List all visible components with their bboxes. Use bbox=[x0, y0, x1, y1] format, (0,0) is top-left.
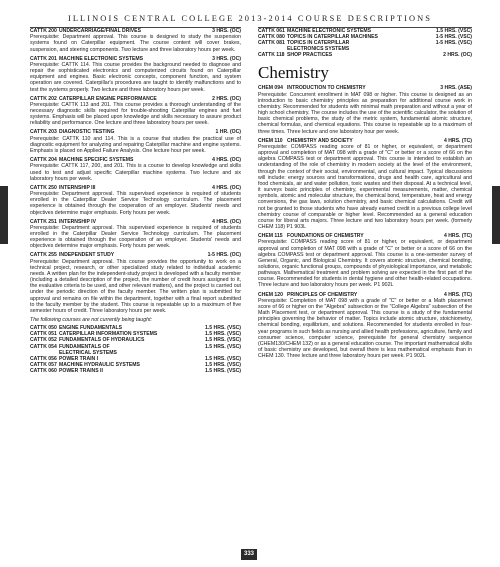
course-title: INTRODUCTION TO CHEMISTRY bbox=[287, 85, 366, 92]
course-description: Prerequisite: CATTK 114. This course provides the background needed to diagnose and repair the sophisticated electronics and computerized circuits found on Caterpillar equipment and engines. Basic electronic concepts, component function, and system operation are covered. Caterpillar's procedures are taught to identify malfunctions and to test the systems properly. Two lecture and three laboratory hours per week. bbox=[30, 61, 241, 93]
course-title: TOPICS IN CATERPILLAR bbox=[287, 40, 350, 47]
course-description: Prerequisite: COMPASS reading score of 81 or higher, or equivalent, or department approval and completion of MAT 098 with a grade of "C" or better or a score of 66 on the algebra COMPASS test or department approval. This course is intended to establish an understanding of the role of chemistry in modern society at the level of the environment, through the context of their social, environmental, and cultural impact. Typical discussions will include: energy sources and transformations, drugs and health care, agricultural and food chemicals, air and water pollution, toxic wastes and their disposal. At a technical level, it surveys basic principles of chemistry, experimental measurements, matter, chemical symbols, atomic and molecular structure, the chemical bond, temperature, heat and energy conversions, the gas laws, solution chemistry, and basic chemical calculations. Credit will not be granted to those students who have already earned credit in a previous college level chemistry course of comparable or higher level. Recommended as a general education course for liberal arts majors. Three lecture and two laboratory hours per week. (formerly CHEM 118) P1 903L bbox=[258, 143, 472, 230]
course-code: CATTK 203 bbox=[30, 129, 57, 136]
course-code: CATTK 201 bbox=[30, 55, 57, 62]
course-entry bbox=[258, 292, 472, 360]
course-description: Prerequisite: Completion of MAT 098 with a grade of "C" or better or a Math placement score of 66 or higher on the "Algebra" subsection or the "College Algebra" subsection of the Math Placement test, or department approval. This course is a study of the fundamental principles governing the behavior of matter. Topics include atomic structure, stoichiometry, chemical bonding, equilibrium, and solutions. Recommended for students enrolled in four-year programs in such fields as nursing and allied health professions, agriculture, family and consumer science, computer science, prerequisite for general chemistry sequence (CHEM130/CHEM 132) or as a general education course. The important mathematical skills of basic chemistry are developed, but overall there is less mathematical emphasis than in CHEM 130. Three lecture and three laboratory hours per week. P1 902L bbox=[258, 297, 472, 360]
course-code: CATTK 056 bbox=[30, 355, 57, 362]
course-credits: 4 HRS. (TC) bbox=[443, 233, 472, 240]
left-column bbox=[30, 28, 241, 376]
course-credits: 2 HRS. (OC) bbox=[212, 95, 241, 102]
course-entry bbox=[258, 85, 472, 134]
course-code: CATTK 051 bbox=[30, 331, 57, 338]
course-title: CHEMISTRY AND SOCIETY bbox=[287, 137, 353, 144]
course-credits: 1.5 HRS. (VSC) bbox=[205, 331, 241, 338]
course-title: FOUNDATIONS OF CHEMISTRY bbox=[287, 233, 364, 240]
course-title: TOPICS IN CATERPILLAR MACHINES bbox=[287, 34, 378, 41]
course-credits: 3 HRS. (ASE) bbox=[440, 85, 472, 92]
course-header bbox=[258, 85, 472, 91]
course-title: MACHINE SPECIFIC SYSTEMS bbox=[59, 157, 134, 164]
course-code: CATTK 061 bbox=[258, 28, 285, 34]
course-title: DIAGNOSTIC TESTING bbox=[59, 129, 115, 136]
course-code: CATTK 202 bbox=[30, 95, 57, 102]
course-description: Prerequisite: CATTK 110 and 114. This is a course that studies the practical use of diagnostic equipment for analyzing and repairing Caterpillar machine and engine systems. Emphasis is placed on Applied Failure Analysis. One lecture hour per week. bbox=[30, 135, 241, 154]
course-entry bbox=[30, 56, 241, 93]
course-title: ELECTRONICS SYSTEMS bbox=[287, 46, 350, 53]
course-title: INTERNSHIP IV bbox=[59, 218, 96, 225]
course-code: CATTK 050 bbox=[30, 325, 57, 332]
course-entry bbox=[30, 129, 241, 154]
course-code: CATTK 250 bbox=[30, 184, 57, 191]
course-credits: 1.5 HRS. (VSC) bbox=[205, 325, 241, 332]
course-code: CHEM 110 bbox=[258, 137, 283, 144]
course-credits: 1.5 HRS. (VSC) bbox=[436, 28, 472, 34]
course-credits: 2 HRS. (OC) bbox=[443, 52, 472, 59]
course-title: FUNDAMENTALS OF bbox=[59, 343, 110, 350]
course-description: Prerequisite: CATTK 113 and 201. This course provides a thorough understanding of the necessary diagnostic skills required for trouble-shooting Caterpillar engines and fuel systems. Emphasis will be placed upon knowledge and skills necessary to assure product reliability and performance. One lecture and three laboratory hours per week. bbox=[30, 101, 241, 127]
course-code: CATTK 060 bbox=[30, 367, 57, 374]
course-code: CATTK 081 bbox=[258, 40, 285, 47]
right-column bbox=[258, 28, 472, 362]
course-code: CHEM 094 bbox=[258, 85, 283, 92]
course-header bbox=[30, 252, 241, 258]
table-row bbox=[258, 52, 472, 58]
course-credits: 4 HRS. (TC) bbox=[443, 137, 472, 144]
course-entry bbox=[30, 28, 241, 53]
course-title: FUNDAMENTALS OF HYDRAULICS bbox=[59, 337, 145, 344]
course-credits: 1-5 HRS. (VSC) bbox=[435, 40, 472, 47]
course-description: Prerequisite: Department approval. This course provides the opportunity to work on a technical project, research, or other specialized study related to individual academic needs. A written plan for the independent-study project is developed with a faculty member (including a detailed description of the project, the number of credit hours assigned to it, the evaluative criteria to be used, and other relevant matters), and the project is carried out under the periodic direction of the faculty member. The written plan is submitted for approval and remains on file within the department, together with a final report submitted to the faculty member by the student. This course is repeatable up to a maximum of five semester hours of credit. Three laboratory hours per week. bbox=[30, 258, 241, 314]
course-credits: 4 HRS. (OC) bbox=[212, 184, 241, 191]
course-code: CATTK 251 bbox=[30, 218, 57, 225]
course-title: INTERNSHIP III bbox=[59, 184, 96, 191]
course-code: CATTK 052 bbox=[30, 337, 57, 344]
course-credits: 4 HRS. (TC) bbox=[443, 291, 472, 298]
page-header: ILLINOIS CENTRAL COLLEGE 2013-2014 COURSE DESCRIPTIONS bbox=[67, 14, 433, 23]
course-description: Prerequisite: Concurrent enrollment in MAT 098 or higher. This course is designed as an introduction to basic chemistry principles as preparation for additional course work in chemistry. Recommended for students with minimal math preparation and without a year of high school chemistry. The course includes the use of the scientific calculator, the solution of basic chemical problems, the study of the metric system, fundamental atomic structure, chemical formulas, and chemical equations. This course is repeatable up to a maximum of three times. Three lecture and one laboratory hour per week. bbox=[258, 91, 473, 135]
course-header bbox=[30, 219, 241, 225]
course-credits: 1.5 HRS. (VSC) bbox=[205, 343, 241, 350]
not-taught-note: The following courses are not currently being taught: bbox=[30, 317, 152, 324]
right-course-table bbox=[258, 28, 472, 58]
course-entry bbox=[30, 252, 241, 314]
course-title: PRINCIPLES OF CHEMISTRY bbox=[287, 291, 358, 298]
table-row bbox=[30, 368, 241, 374]
course-title: ELECTRICAL SYSTEMS bbox=[59, 349, 117, 356]
course-header bbox=[30, 56, 241, 62]
course-credits: 4 HRS. (OC) bbox=[212, 218, 241, 225]
course-title: CATERPILLAR ENGINE PERFORMANCE bbox=[59, 95, 157, 102]
course-description: Prerequisite: COMPASS reading score of 81 or higher, or equivalent, or department approval and completion of MAT 098 with a grade of "C" or better or a score of 66 on the algebra COMPASS test or department approval. This course is a one-semester survey of General, Organic, and Biological Chemistry. It covers atomic structure, chemical bonding, solutions, organic functional groups, compounds of physiological importance, and metabolic pathways. Mathematical treatment and problem solving are expected in the first part of the course. Recommended for students in dental hygiene and other health-related occupations. Three lecture and two laboratory hours per week. P1 902L bbox=[258, 239, 472, 289]
course-code: CATTK 054 bbox=[30, 343, 57, 350]
course-entry bbox=[30, 157, 241, 182]
course-header bbox=[258, 292, 472, 298]
course-code: CATTK 255 bbox=[30, 252, 57, 259]
course-code: CATTK 204 bbox=[30, 157, 57, 164]
course-title: UNDERCARRIAGE/FINAL DRIVES bbox=[59, 28, 141, 34]
course-credits: 1.5 HRS. (VSC) bbox=[205, 355, 241, 362]
edge-tab-left bbox=[0, 186, 8, 244]
course-credits: 4 HRS. (OC) bbox=[212, 157, 241, 164]
course-header bbox=[30, 129, 241, 135]
course-title: MACHINE ELECTRONIC SYSTEMS bbox=[287, 28, 372, 34]
course-credits: 1 HR. (OC) bbox=[215, 129, 241, 136]
course-title: CATERPILLAR INFORMATION SYSTEMS bbox=[59, 331, 158, 338]
course-description: Prerequisite: Department approval. This supervised experience is required of students enrolled in the Caterpillar Dealer Service Technology curriculum. The placement experience is obtained through the cooperation of an employer. Students' needs and objectives determine major emphasis. Forty hours per week. bbox=[30, 224, 241, 250]
course-title: MACHINE HYDRAULIC SYSTEMS bbox=[59, 361, 140, 368]
course-code: CHEM 120 bbox=[258, 291, 283, 298]
course-title: INDEPENDENT STUDY bbox=[59, 252, 115, 259]
course-code: CATTK 200 bbox=[30, 28, 57, 34]
course-credits: 1.5 HRS. (VSC) bbox=[205, 361, 241, 368]
course-credits: 1.5 HRS. (VSC) bbox=[205, 337, 241, 344]
course-code: CHEM 115 bbox=[258, 233, 283, 240]
course-entry bbox=[30, 185, 241, 216]
course-title: MACHINE ELECTRONIC SYSTEMS bbox=[59, 55, 144, 62]
chemistry-courses bbox=[258, 85, 472, 359]
course-entry bbox=[30, 96, 241, 127]
section-title: Chemistry bbox=[258, 63, 329, 83]
course-code: CATTK 080 bbox=[258, 34, 285, 41]
course-description: Prerequisite: Department approval. This course is designed to study the suspension systems found on Caterpillar equipment. The course content will cover brakes, suspension, and steering components. Two lecture and three laboratory hours per week. bbox=[30, 34, 241, 53]
not-taught-table bbox=[30, 325, 241, 374]
course-code: CATTK 057 bbox=[30, 361, 57, 368]
course-code: CATTK 118 bbox=[258, 52, 285, 59]
course-header bbox=[30, 96, 241, 102]
course-entry bbox=[258, 233, 472, 288]
course-title: ENGINE FUNDAMENTALS bbox=[59, 325, 123, 332]
course-entry bbox=[258, 138, 472, 230]
course-title: POWER TRAINS II bbox=[59, 367, 103, 374]
course-credits: 3 HRS. (OC) bbox=[212, 55, 241, 62]
course-description: Prerequisite: CATTK 117, 200, and 201. This is a course to develop knowledge and skills used to test and adjust specific Caterpillar machine systems. Two lecture and six laboratory hours per week. bbox=[30, 163, 241, 182]
edge-tab-right bbox=[492, 186, 500, 244]
course-entry bbox=[30, 219, 241, 250]
course-title: SHOP PRACTICES bbox=[287, 52, 333, 59]
course-credits: 1-5 HRS. (VSC) bbox=[435, 34, 472, 41]
page-number: 333 bbox=[241, 549, 257, 560]
course-credits: 3 HRS. (OC) bbox=[212, 28, 241, 34]
course-credits: 1-5 HRS. (OC) bbox=[207, 252, 241, 259]
course-credits: 1.5 HRS. (VSC) bbox=[205, 367, 241, 374]
course-description: Prerequisite: Department approval. This supervised experience is required of students enrolled in the Caterpillar Dealer Service Technology curriculum. The placement experience is obtained through the cooperation of an employer. Students' needs and objectives determine major emphasis. Forty hours per week. bbox=[30, 191, 241, 216]
course-title: POWER TRAIN I bbox=[59, 355, 99, 362]
